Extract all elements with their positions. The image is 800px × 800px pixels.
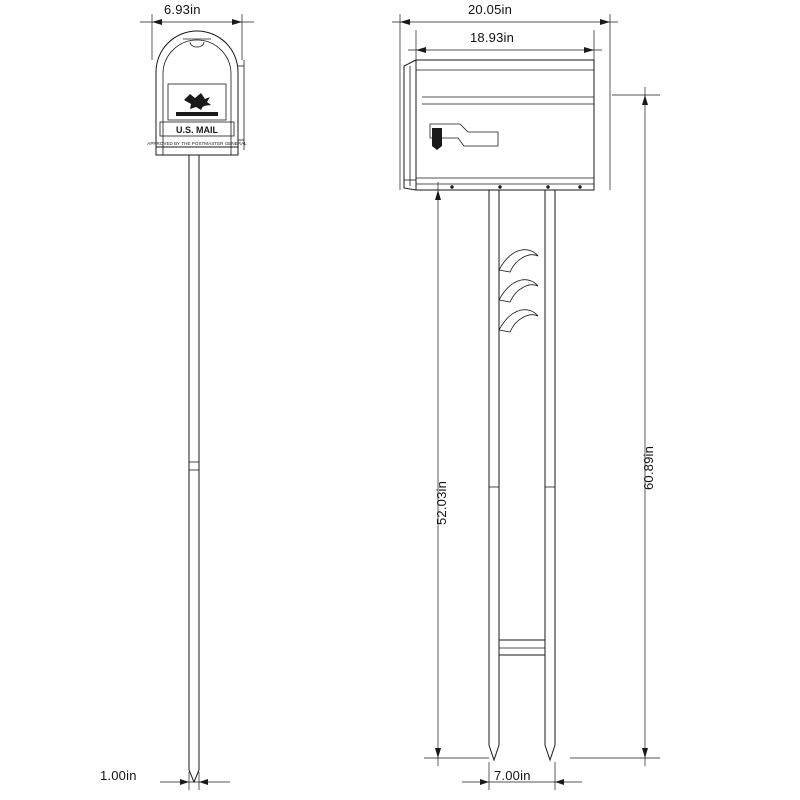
dimension-label-base-width: 7.00in xyxy=(494,768,531,783)
dimension-label-post-width: 1.00in xyxy=(100,768,137,783)
dimension-label-side-overall: 20.05in xyxy=(468,2,513,17)
side-view-geometry xyxy=(392,14,660,790)
dimension-label-front-width: 6.93in xyxy=(164,2,201,17)
dimension-label-side-body: 18.93in xyxy=(470,30,515,45)
dimension-label-overall-height: 60.89in xyxy=(641,445,656,490)
svg-text:APPROVED BY THE POSTMASTER GEN: APPROVED BY THE POSTMASTER GENERAL xyxy=(147,141,247,146)
dimension-label-post-height: 52.03in xyxy=(434,480,449,525)
svg-text:U.S. MAIL: U.S. MAIL xyxy=(176,125,218,135)
front-view-geometry xyxy=(140,14,254,790)
